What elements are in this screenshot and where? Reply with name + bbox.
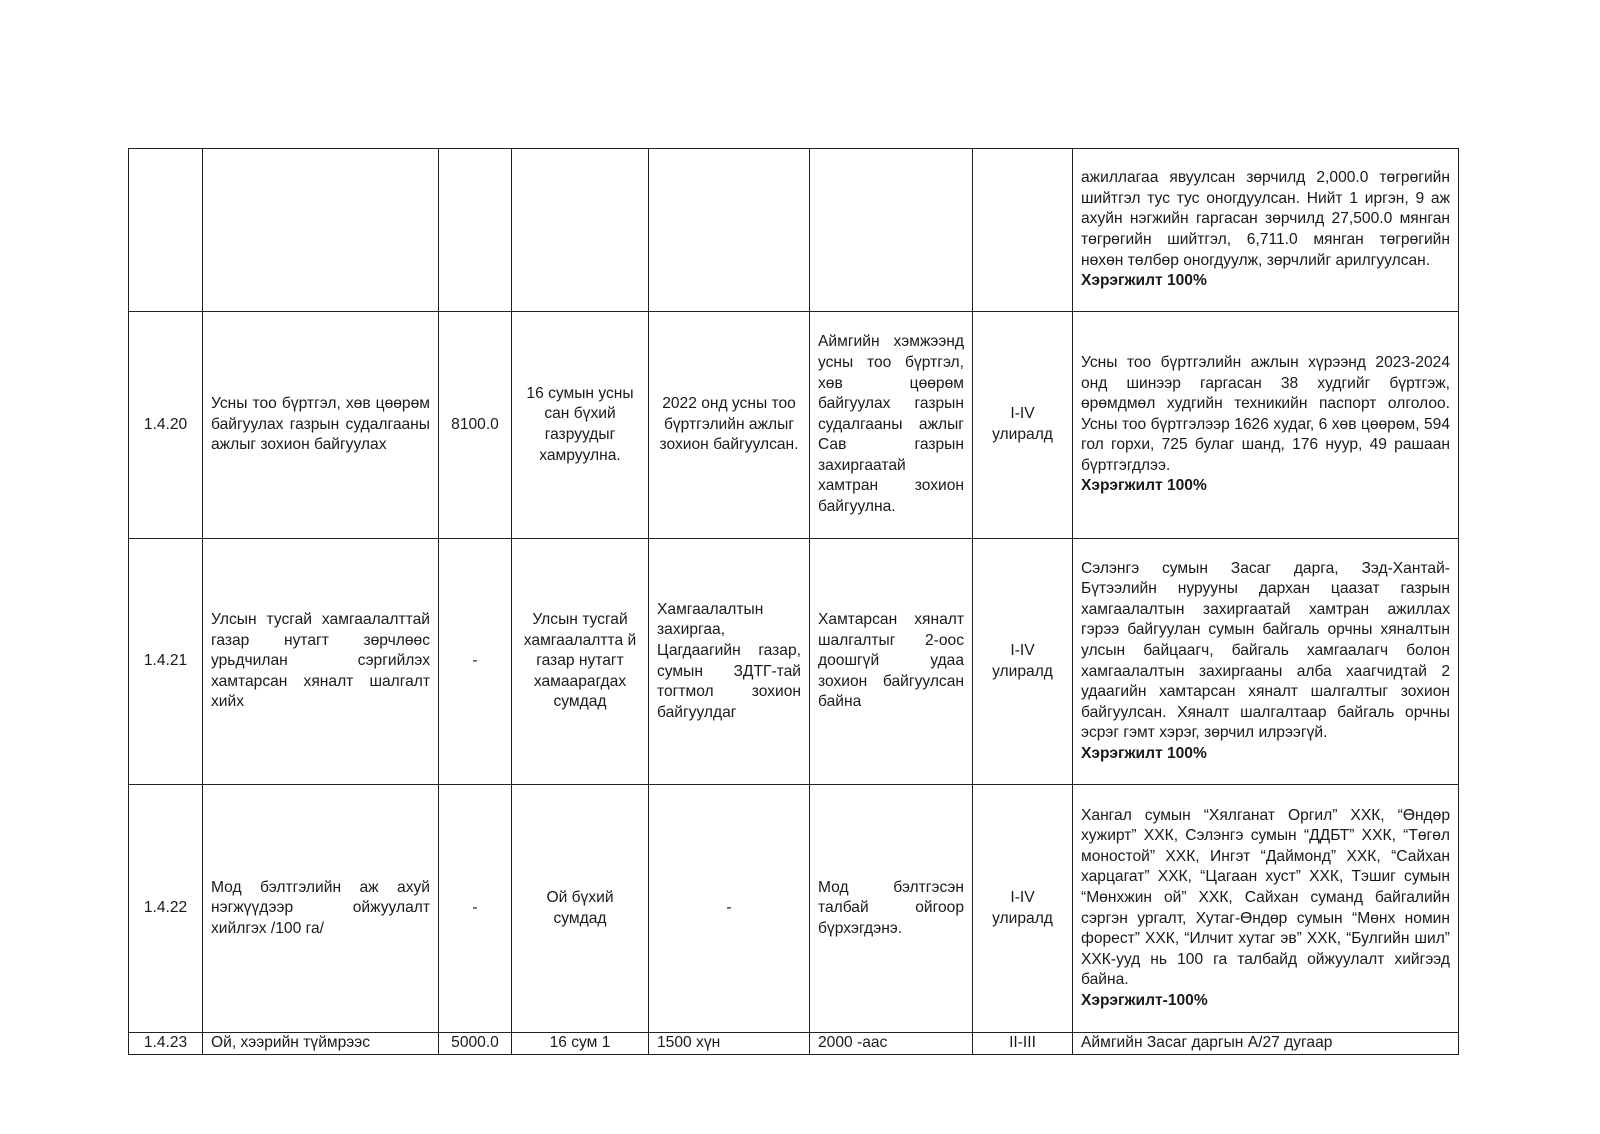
result-text: Усны тоо бүртгэлийн ажлын хүрээнд 2023-2024 онд шинээр гаргасан 38 худгийг бүртгэж, өрөмдмөл худгийн техникийн паспорт олголоо. Усны тоо бүртгэлээр 1626 худаг, 6 хөв цөөрөм, 594 гол горхи, 725 булаг шанд, 176 нуур, 49 рашаан бүртгэгдлээ. xyxy=(1081,353,1450,474)
implementation-status: Хэрэгжилт-100% xyxy=(1081,991,1208,1009)
result-text: ажиллагаа явуулсан зөрчилд 2,000.0 төгрөгийн шийтгэл тус тус оногдуулсан. Нийт 1 иргэн, 9 аж ахуйн нэгжийн гаргасан зөрчилд 27,500.0 мянган төгрөгийн шийтгэл, 6,711.0 мянган төгрөгийн нөхөн төлбөр оногдуулж, зөрчлийг арилгуулсан. xyxy=(1081,169,1450,269)
budget-cell: - xyxy=(439,785,512,1033)
target-cell: Мод бэлтгэсэн талбай ойгоор бүрхэгдэнэ. xyxy=(810,785,973,1033)
target-cell: Хамтарсан хяналт шалгалтыг 2-оос доошгүй удаа зохион байгуулсан байна xyxy=(810,539,973,785)
scope-cell: 16 сумын усны сан бүхий газруудыг хамруулна. xyxy=(512,312,649,539)
target-cell xyxy=(810,149,973,312)
baseline-cell: - xyxy=(649,785,810,1033)
scope-cell xyxy=(512,149,649,312)
table-row xyxy=(129,312,1459,539)
scope-cell: 16 сум 1 xyxy=(512,1033,649,1055)
activity-cell xyxy=(203,149,439,312)
baseline-cell: Хамгаалалтын захиргаа, Цагдаагийн газар, сумын ЗДТГ-тай тогтмол зохион байгуулдаг xyxy=(649,539,810,785)
activity-cell: Мод бэлтгэлийн аж ахуй нэгжүүдээр ойжуулалт хийлгэх /100 га/ xyxy=(203,785,439,1033)
row-number xyxy=(129,149,203,312)
result-cell xyxy=(1073,539,1459,785)
period-cell: I-IV улиралд xyxy=(973,785,1073,1033)
target-cell: 2000 -аас xyxy=(810,1033,973,1055)
result-text: Хангал сумын “Хялганат Оргил” ХХК, “Өндөр хужирт” ХХК, Сэлэнгэ сумын “ДДБТ” ХХК, “Төгөл моностой” ХХК, Ингэт “Даймонд” ХХК, “Сайхан харцагат” ХХК, “Цагаан хуст” ХХК, Тэшиг сумын “Мөнхжин ой” ХХК, Сайхан сумaнд байгалийн сэргэн ургалт, Хутаг-Өндөр сумын “Мөнх номин форест” ХХК, “Илчит хутаг эв” ХХК, “Булгийн шил” ХХК-ууд нь 100 га талбайд ойжуулалт хийгээд байна. xyxy=(1081,806,1450,989)
row-number: 1.4.23 xyxy=(129,1033,203,1055)
scope-cell: Ой бүхий сумдад xyxy=(512,785,649,1033)
table-row xyxy=(129,149,1459,312)
budget-cell xyxy=(439,149,512,312)
implementation-status: Хэрэгжилт 100% xyxy=(1081,272,1207,290)
result-text: Сэлэнгэ сумын Засаг дарга, Зэд-Хантай-Бүтээлийн нурууны дархан цаазат газрын хамгаалалтын захиргаатай хамтран ажиллах гэрээ байгуулан сумын байгаль орчны хяналтын улсын байцаагч, байгаль хамгаалагч болон хамгаалалтын захиргааны алба хаагчидтай 2 удаагийн хамтарсан хяналт шалгалтыг зохион байгуулсан. Хяналт шалгалтаар байгаль орчны эсрэг гэмт хэрэг, зөрчил илрээгүй. xyxy=(1081,559,1450,742)
row-number: 1.4.22 xyxy=(129,785,203,1033)
target-cell: Аймгийн хэмжээнд усны тоо бүртгэл, хөв цөөрөм байгуулах газрын судалгааны ажлыг Сав газрын захиргаатай хамтран зохион байгуулна. xyxy=(810,312,973,539)
baseline-cell xyxy=(649,149,810,312)
period-cell: II-III xyxy=(973,1033,1073,1055)
result-cell xyxy=(1073,149,1459,312)
row-number: 1.4.21 xyxy=(129,539,203,785)
implementation-status: Хэрэгжилт 100% xyxy=(1081,477,1207,495)
table-row xyxy=(129,785,1459,1033)
row-number: 1.4.20 xyxy=(129,312,203,539)
activity-cell: Усны тоо бүртгэл, хөв цөөрөм байгуулах газрын судалгааны ажлыг зохион байгуулах xyxy=(203,312,439,539)
budget-cell: - xyxy=(439,539,512,785)
budget-cell: 8100.0 xyxy=(439,312,512,539)
period-cell xyxy=(973,149,1073,312)
period-cell: I-IV улиралд xyxy=(973,539,1073,785)
activity-cell: Ой, хээрийн түймрээс xyxy=(203,1033,439,1055)
table-row xyxy=(129,539,1459,785)
scope-cell: Улсын тусгай хамгаалалтта й газар нутагт хамаарагдах сумдад xyxy=(512,539,649,785)
period-cell: I-IV улиралд xyxy=(973,312,1073,539)
table-row xyxy=(129,1033,1459,1055)
result-cell: Аймгийн Засаг даргын А/27 дугаар xyxy=(1073,1033,1459,1055)
baseline-cell: 2022 онд усны тоо бүртгэлийн ажлыг зохион байгуулсан. xyxy=(649,312,810,539)
result-cell xyxy=(1073,785,1459,1033)
baseline-cell: 1500 хүн xyxy=(649,1033,810,1055)
budget-cell: 5000.0 xyxy=(439,1033,512,1055)
report-page xyxy=(128,148,1458,1055)
activity-cell: Улсын тусгай хамгаалалттай газар нутагт зөрчлөөс урьдчилан сэргийлэх хамтарсан хяналт шалгалт хийх xyxy=(203,539,439,785)
action-plan-table xyxy=(128,148,1459,1055)
result-cell xyxy=(1073,312,1459,539)
implementation-status: Хэрэгжилт 100% xyxy=(1081,744,1207,762)
